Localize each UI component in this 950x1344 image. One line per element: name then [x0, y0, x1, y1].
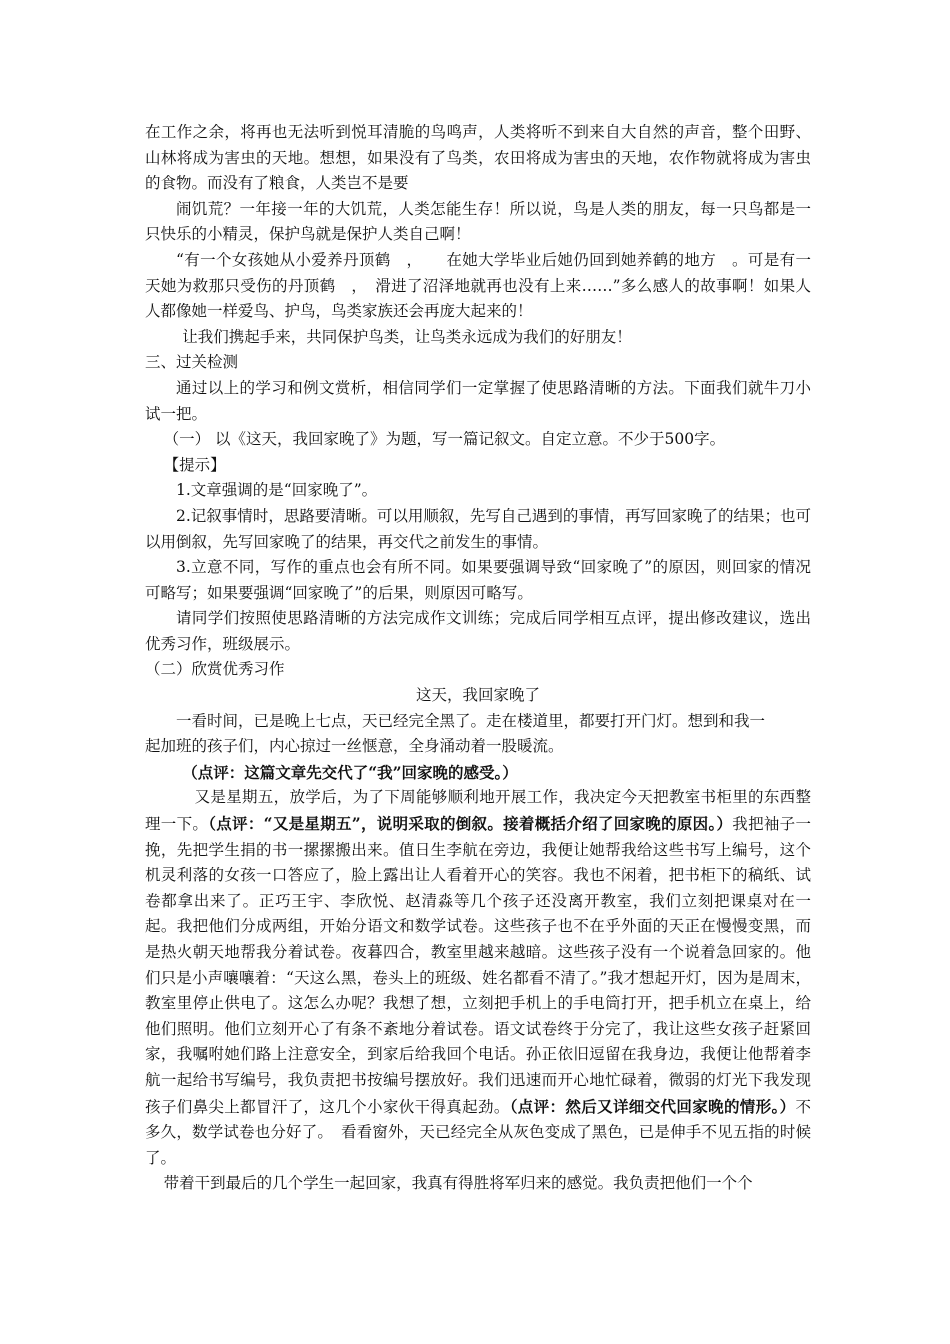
paragraph: 闹饥荒？一年接一年的大饥荒，人类怎能生存！所以说，鸟是人类的朋友，每一只鸟都是一只快乐的小精灵，保护鸟就是保护人类自己啊！	[145, 199, 811, 244]
comment: （点评：“又是星期五”，说明采取的倒叙。接着概括介绍了回家晚的原因。）	[208, 814, 733, 834]
paragraph: “有一个女孩她从小爱养丹顶鹤 ， 在她大学毕业后她仍回到她养鹤的地方 。可是有一天她为救那只受伤的丹顶鹤 ， 滑进了沼泽地就再也没有上来……”多么感人的故事啊！如果人人都像她一样爱鸟、护鸟，鸟类家族还会再庞大起来的！	[145, 250, 811, 321]
document-page	[145, 120, 811, 1197]
paragraph: 让我们携起手来，共同保护鸟类，让鸟类永远成为我们的好朋友！	[182, 327, 632, 346]
essay-text: 又是星期五，放学后，为了下周能够顺利地开展工作，我决定今天把教室书柜里的东西整理一下。	[145, 788, 811, 834]
subsection-heading: （二）欣赏优秀习作	[145, 660, 285, 679]
paragraph: 起加班的孩子们，内心掠过一丝惬意，全身涌动着一股暖流。	[145, 737, 564, 756]
comment: （点评：这篇文章先交代了“我”回家晚的感受。）	[182, 762, 518, 782]
essay-text: 我把袖子一挽，先把学生捐的书一摞摞搬出来。值日生李航在旁边，我便让她帮我给这些书写上编号，这个机灵利落的女孩一口答应了，脸上露出让人看着开心的笑容。我也不闲着，把书柜下的稿纸、试卷都拿出来了。正巧王宇、李欣悦、赵清淼等几个孩子还没离开教室，我们立刻把课桌对在一起。我把他们分成两组，开始分语文和数学试卷。这些孩子也不在乎外面的天正在慢慢变黑，而是热火朝天地帮我分着试卷。夜暮四合，教室里越来越暗。这些孩子没有一个说着急回家的。他们只是小声嚷嚷着：“天这么黑，卷头上的班级、姓名都看不清了。”我才想起开灯，因为是周末，教室里停止供电了。这怎么办呢？我想了想，立刻把手机上的手电筒打开，把手机立在桌上，给他们照明。他们立刻开心了有条不紊地分着试卷。语文试卷终于分完了，我让这些女孩子赶紧回家，我嘱咐她们路上注意安全，到家后给我回个电话。孙正依旧逗留在我身边，我便让他帮着李航一起给书写编号，我负责把书按编号摆放好。我们迅速而开心地忙碌着，微弱的灯光下我发现孩子们鼻尖上都冒汗了，这几个小家伙干得真起劲。	[145, 815, 811, 1116]
section-heading: 三、过关检测	[145, 353, 239, 372]
essay-text: 不多久，数学试卷也分好了。 看看窗外，天已经完全从灰色变成了黑色，已是伸手不见五指的时候了。	[145, 1097, 811, 1167]
paragraph: 请同学们按照使思路清晰的方法完成作文训练；完成后同学相互点评，提出修改建议，选出优秀习作，班级展示。	[145, 609, 811, 653]
paragraph: 带着干到最后的几个学生一起回家，我真有得胜将军归来的感觉。我负责把他们一个个	[163, 1174, 753, 1193]
hint-item: 3.立意不同，写作的重点也会有所不同。如果要强调导致“回家晚了”的原因，则回家的情况可略写；如果要强调“回家晚了”的后果，则原因可略写。	[145, 558, 811, 602]
paragraph: 在工作之余，将再也无法听到悦耳清脆的鸟鸣声，人类将听不到来自大自然的声音，整个田野、山林将成为害虫的天地。想想，如果没有了鸟类，农田将成为害虫的天地，农作物就将成为害虫的食物。而没有了粮食，人类岂不是要	[145, 123, 811, 193]
hint-item: 2.记叙事情时，思路要清晰。可以用顺叙，先写自己遇到的事情，再写回家晚了的结果；也可以用倒叙，先写回家晚了的结果，再交代之前发生的事情。	[145, 506, 811, 551]
essay-title: 这天，我回家晚了	[415, 686, 540, 705]
paragraph: 通过以上的学习和例文赏析，相信同学们一定掌握了使思路清晰的方法。下面我们就牛刀小试一把。	[145, 378, 811, 423]
paragraph: 一看时间，已是晚上七点，天已经完全黑了。走在楼道里，都要打开门灯。想到和我一	[176, 711, 766, 730]
essay-paragraph	[145, 785, 811, 1171]
hint-item: 1.文章强调的是“回家晚了”。	[176, 481, 378, 500]
paragraph: （一） 以《这天，我回家晚了》为题，写一篇记叙文。自定立意。不少于500字。	[163, 430, 726, 449]
hint-heading: 【提示】	[163, 455, 226, 474]
comment: （点评：然后又详细交代回家晚的情形。）	[509, 1096, 796, 1116]
